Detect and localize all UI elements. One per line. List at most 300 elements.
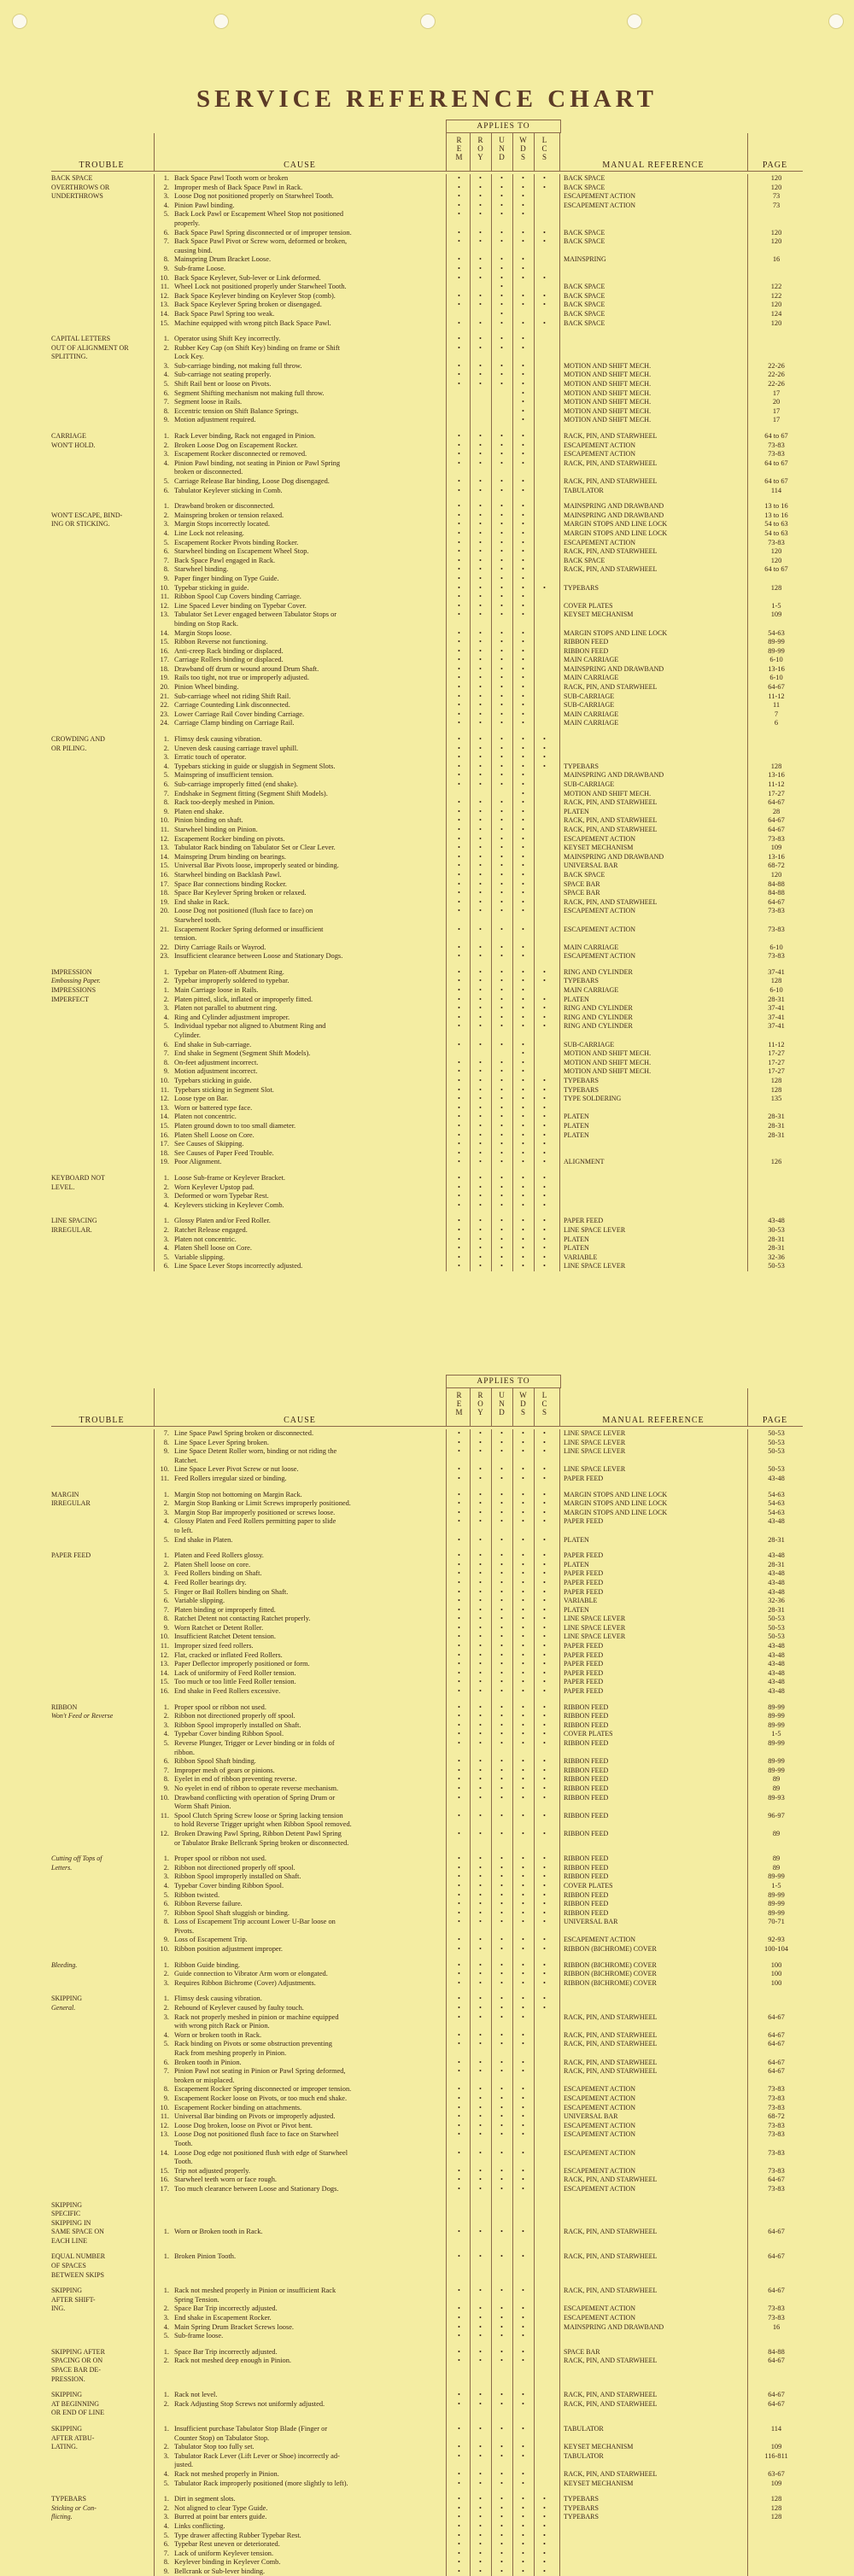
applies-mark: • <box>522 753 524 762</box>
cause-number: 13. <box>160 844 169 852</box>
applies-mark: • <box>522 529 524 537</box>
cause-number: 5. <box>163 1739 169 1747</box>
applies-mark: • <box>543 1908 546 1917</box>
applies-mark: • <box>500 656 503 664</box>
applies-mark: • <box>458 1712 460 1720</box>
applies-mark: • <box>543 273 546 282</box>
trouble-cell: IMPRESSION <box>51 967 92 976</box>
table-row <box>51 2532 803 2541</box>
applies-mark: • <box>500 1535 503 1544</box>
page-cell: 17 <box>772 406 781 415</box>
applies-mark: • <box>500 2176 503 2184</box>
applies-mark: • <box>543 2503 546 2512</box>
trouble-cell: PAPER FEED <box>51 1551 91 1560</box>
applies-mark: • <box>479 1890 482 1899</box>
model-column-label: W D S <box>519 136 527 161</box>
applies-mark: • <box>500 502 503 511</box>
applies-mark: • <box>522 798 524 807</box>
page-cell: 13 to 16 <box>764 511 788 519</box>
header-rule <box>51 171 803 172</box>
applies-mark: • <box>543 1739 546 1747</box>
applies-mark: • <box>479 511 482 519</box>
cause-number: 4. <box>163 529 169 537</box>
cause-cell: Ribbon not directioned properly off spool. <box>174 1712 295 1720</box>
table-row <box>51 1936 803 1945</box>
applies-mark: • <box>479 318 482 327</box>
manual-reference-cell: ESCAPEMENT ACTION <box>564 441 636 449</box>
binder-hole <box>420 14 436 29</box>
table-row <box>51 1891 803 1901</box>
applies-mark: • <box>500 1605 503 1614</box>
manual-reference-cell: TYPEBARS <box>564 2495 599 2503</box>
section-gap <box>51 2488 803 2495</box>
applies-mark: • <box>522 1829 524 1837</box>
applies-mark: • <box>522 1615 524 1623</box>
applies-mark: • <box>479 807 482 815</box>
applies-mark: • <box>500 1775 503 1784</box>
cause-cell: Cylinder. <box>174 1031 201 1040</box>
applies-mark: • <box>522 1447 524 1456</box>
cause-number: 18. <box>160 1148 169 1157</box>
manual-reference-cell: RIBBON FEED <box>564 638 609 646</box>
applies-mark: • <box>479 291 482 300</box>
page-cell: 100-104 <box>764 1945 788 1954</box>
table-row <box>51 977 803 986</box>
cause-cell: Ribbon Spool Shaft binding. <box>174 1757 256 1766</box>
manual-reference-cell: TYPE SOLDERING <box>564 1095 622 1103</box>
applies-mark: • <box>479 1650 482 1659</box>
applies-mark: • <box>543 291 546 300</box>
applies-mark: • <box>522 2469 524 2478</box>
applies-mark: • <box>479 1712 482 1720</box>
table-row <box>51 1839 803 1849</box>
table-row <box>51 735 803 745</box>
applies-mark: • <box>500 1225 503 1234</box>
page-cell: 64-67 <box>768 2176 785 2184</box>
trouble-cell: AFTER SHIFT- <box>51 2295 96 2304</box>
cause-cell: Too much clearance between Loose and Stationary Dogs. <box>174 2184 339 2193</box>
manual-reference-cell: MARGIN STOPS AND LINE LOCK <box>564 1490 668 1498</box>
applies-mark: • <box>479 1829 482 1837</box>
applies-mark: • <box>522 1960 524 1969</box>
trouble-cell: CARRIAGE <box>51 432 86 441</box>
cause-cell: Erratic touch of operator. <box>174 753 247 762</box>
table-row <box>51 2375 803 2385</box>
page-cell: 28-31 <box>768 1121 785 1130</box>
applies-mark: • <box>458 1597 460 1605</box>
cause-number: 11. <box>160 1085 169 1094</box>
cause-number: 3. <box>163 1192 169 1200</box>
applies-mark: • <box>479 1235 482 1243</box>
applies-mark: • <box>522 1085 524 1094</box>
applies-mark: • <box>500 1678 503 1686</box>
applies-mark: • <box>522 744 524 752</box>
cause-cell: Ribbon twisted. <box>174 1890 220 1899</box>
applies-mark: • <box>500 361 503 370</box>
cause-cell: Loose Sub-frame or Keylever Bracket. <box>174 1173 285 1182</box>
applies-mark: • <box>479 2558 482 2567</box>
cause-number: 2. <box>163 2399 169 2408</box>
applies-mark: • <box>522 343 524 352</box>
manual-reference-cell: PLATEN <box>564 995 589 1003</box>
applies-mark: • <box>458 1978 460 1987</box>
manual-reference-cell: RACK, PIN, AND STARWHEEL <box>564 459 658 467</box>
column-divider <box>491 1429 492 2576</box>
applies-mark: • <box>479 1872 482 1881</box>
applies-mark: • <box>500 780 503 788</box>
page-cell: 43-48 <box>768 1660 785 1668</box>
cause-cell: Escapement Rocker binding on pivots. <box>174 834 285 843</box>
applies-mark: • <box>543 1121 546 1130</box>
trouble-cell: OUT OF ALIGNMENT OR <box>51 343 129 352</box>
cause-number: 3. <box>163 450 169 459</box>
page-cell: 6 <box>774 719 779 727</box>
manual-reference-cell: RIBBON FEED <box>564 1872 609 1881</box>
page-cell: 6-10 <box>769 674 783 682</box>
applies-mark: • <box>500 1447 503 1456</box>
manual-reference-cell: BACK SPACE <box>564 556 605 564</box>
applies-mark: • <box>500 870 503 879</box>
chart-section-1 <box>51 120 803 1271</box>
table-row <box>51 2067 803 2077</box>
applies-mark: • <box>522 1058 524 1066</box>
cause-cell: Tabulator Rack improperly positioned (more slightly to left). <box>174 2479 348 2487</box>
applies-mark: • <box>479 1200 482 1209</box>
applies-mark: • <box>522 2531 524 2539</box>
applies-mark: • <box>500 2503 503 2512</box>
applies-mark: • <box>500 538 503 546</box>
cause-cell: Deformed or worn Typebar Rest. <box>174 1192 269 1200</box>
table-row <box>51 656 803 665</box>
table-row <box>51 1979 803 1989</box>
cause-number: 14. <box>160 852 169 861</box>
applies-mark: • <box>500 664 503 673</box>
cause-number: 5. <box>163 380 169 388</box>
table-row <box>51 2443 803 2452</box>
cause-cell: End shake in Segment (Segment Shift Models). <box>174 1049 311 1058</box>
page-cell: 64-67 <box>768 2252 785 2261</box>
manual-reference-cell: RIBBON FEED <box>564 1908 609 1917</box>
cause-cell: Universal Bar Pivots loose, improperly seated or binding. <box>174 862 339 870</box>
applies-mark: • <box>479 744 482 752</box>
table-row <box>51 853 803 862</box>
page-cell: 126 <box>770 1158 782 1166</box>
table-row <box>51 2013 803 2023</box>
cause-cell: Tabulator Rack Lever (Lift Lever or Shoe) incorrectly ad- <box>174 2451 340 2460</box>
page-cell: 30-53 <box>768 1225 785 1234</box>
applies-mark: • <box>479 2228 482 2236</box>
manual-reference-cell: BACK SPACE <box>564 283 605 291</box>
applies-mark: • <box>479 1881 482 1890</box>
cause-number: 11. <box>160 2112 169 2121</box>
trouble-cell: BACK SPACE <box>51 174 93 182</box>
page-cell: 73-83 <box>768 2304 785 2313</box>
applies-mark: • <box>458 798 460 807</box>
trouble-cell: ING OR STICKING. <box>51 520 110 529</box>
applies-mark: • <box>500 441 503 449</box>
cause-cell: Typebars sticking in Segment Slot. <box>174 1085 274 1094</box>
applies-mark: • <box>479 565 482 574</box>
applies-mark: • <box>543 1775 546 1784</box>
cause-cell: Improper mesh of gears or pinions. <box>174 1766 275 1774</box>
applies-mark: • <box>543 967 546 976</box>
manual-reference-cell: RIBBON FEED <box>564 1855 609 1863</box>
manual-reference-cell: TYPEBARS <box>564 977 599 985</box>
cause-number: 5. <box>163 210 169 219</box>
cause-cell: Worn or battered type face. <box>174 1103 253 1112</box>
applies-mark: • <box>479 710 482 718</box>
table-row <box>51 1457 803 1466</box>
applies-mark: • <box>458 889 460 897</box>
applies-mark: • <box>458 1945 460 1954</box>
applies-mark: • <box>500 1551 503 1560</box>
applies-mark: • <box>458 593 460 601</box>
cause-cell: Typebars sticking in guide. <box>174 1077 252 1084</box>
manual-reference-cell: MAIN CARRIAGE <box>564 656 619 664</box>
applies-mark: • <box>522 1173 524 1182</box>
applies-mark: • <box>479 174 482 182</box>
manual-reference-cell: RACK, PIN, AND STARWHEEL <box>564 798 658 807</box>
applies-mark: • <box>522 2103 524 2112</box>
table-row <box>51 996 803 1005</box>
manual-reference-cell: SUB-CARRIAGE <box>564 692 615 700</box>
applies-mark: • <box>500 511 503 519</box>
applies-mark: • <box>458 1739 460 1747</box>
applies-mark: • <box>458 2121 460 2129</box>
page-cell: 64 to 67 <box>764 565 788 574</box>
cause-cell: Feed Rollers binding on Shaft. <box>174 1569 262 1578</box>
applies-mark: • <box>500 2058 503 2066</box>
section-gap <box>51 2384 803 2391</box>
applies-mark: • <box>522 1872 524 1881</box>
applies-mark: • <box>500 2479 503 2487</box>
table-row <box>51 1597 803 1606</box>
cause-number: 11. <box>160 1642 169 1650</box>
cause-cell: Ribbon Spool improperly installed on Shaft. <box>174 1872 301 1881</box>
cause-number: 9. <box>163 1067 169 1076</box>
cause-cell: Ratchet Release engaged. <box>174 1225 248 1234</box>
applies-mark: • <box>500 1113 503 1121</box>
manual-reference-cell: MOTION AND SHIFT MECH. <box>564 1049 652 1058</box>
cause-cell: Paper Deflector improperly positioned or form. <box>174 1660 310 1668</box>
column-divider <box>559 1388 560 1426</box>
applies-mark: • <box>500 879 503 888</box>
page-cell: 120 <box>770 556 782 564</box>
section-gap <box>51 1210 803 1217</box>
cause-number: 16. <box>160 2176 169 2184</box>
applies-mark: • <box>458 1173 460 1182</box>
cause-number: 10. <box>160 2103 169 2112</box>
applies-mark: • <box>479 1551 482 1560</box>
manual-reference-cell: ESCAPEMENT ACTION <box>564 538 636 546</box>
applies-mark: • <box>479 1945 482 1954</box>
page-cell: 17-27 <box>768 1049 785 1058</box>
applies-mark: • <box>543 1918 546 1926</box>
page-column-header: PAGE <box>762 1416 788 1425</box>
applies-mark: • <box>522 1535 524 1544</box>
cause-number: 11. <box>160 593 169 601</box>
table-row <box>51 184 803 193</box>
applies-mark: • <box>500 1121 503 1130</box>
manual-reference-cell: RACK, PIN, AND STARWHEEL <box>564 816 658 825</box>
cause-number: 2. <box>163 1970 169 1978</box>
cause-number: 4. <box>163 2030 169 2039</box>
table-row <box>51 2049 803 2059</box>
applies-mark: • <box>522 2451 524 2460</box>
table-row <box>51 2022 803 2031</box>
applies-mark: • <box>458 807 460 815</box>
table-row <box>51 389 803 399</box>
applies-mark: • <box>522 701 524 710</box>
applies-mark: • <box>500 2121 503 2129</box>
applies-mark: • <box>500 2314 503 2322</box>
applies-mark: • <box>458 2103 460 2112</box>
table-row <box>51 292 803 301</box>
applies-mark: • <box>479 1605 482 1614</box>
page-cell: 13-16 <box>768 771 785 780</box>
cause-cell: Carriage Rollers binding or displaced. <box>174 656 284 664</box>
applies-mark: • <box>479 335 482 343</box>
applies-mark: • <box>522 1474 524 1482</box>
applies-mark: • <box>543 1970 546 1978</box>
applies-mark: • <box>500 1890 503 1899</box>
table-row <box>51 1900 803 1909</box>
cause-cell: Worn Ratchet or Detent Roller. <box>174 1623 264 1632</box>
cause-cell: Machine equipped with wrong pitch Back Space Pawl. <box>174 318 331 327</box>
table-row <box>51 511 803 521</box>
applies-mark: • <box>500 897 503 906</box>
applies-mark: • <box>458 1642 460 1650</box>
page-cell: 64-67 <box>768 2357 785 2365</box>
applies-mark: • <box>522 1978 524 1987</box>
applies-mark: • <box>458 977 460 985</box>
applies-mark: • <box>458 2357 460 2365</box>
applies-mark: • <box>458 237 460 246</box>
page-cell: 50-53 <box>768 1438 785 1446</box>
applies-mark: • <box>500 1077 503 1084</box>
cause-cell: Mainspring broken or tension relaxed. <box>174 511 284 519</box>
applies-mark: • <box>543 2567 546 2575</box>
table-row <box>51 620 803 629</box>
cause-number: 17. <box>160 2184 169 2193</box>
manual-reference-cell: MAIN CARRIAGE <box>564 986 619 995</box>
applies-mark: • <box>522 1712 524 1720</box>
cause-cell: Pinion Pawl not seating in Pinion or Pawl Spring deformed, <box>174 2067 346 2076</box>
page-cell: 43-48 <box>768 1642 785 1650</box>
cause-cell: Tabulator Keylever sticking in Comb. <box>174 486 283 494</box>
applies-mark: • <box>458 2469 460 2478</box>
cause-number: 6. <box>163 1757 169 1766</box>
manual-reference-cell: SPACE BAR <box>564 889 600 897</box>
cause-cell: Loose Dog not positioned (flush face to face) on <box>174 907 313 915</box>
applies-mark: • <box>543 228 546 237</box>
manual-reference-cell: MAINSPRING AND DRAWBAND <box>564 771 664 780</box>
cause-cell: Main Spring Drum Bracket Screws loose. <box>174 2322 295 2331</box>
page-cell: 124 <box>770 309 782 318</box>
applies-mark: • <box>522 2304 524 2313</box>
manual-reference-cell: RACK, PIN, AND STARWHEEL <box>564 2399 658 2408</box>
page-cell: 122 <box>770 283 782 291</box>
manual-reference-cell: RIBBON FEED <box>564 1890 609 1899</box>
page-cell: 89-99 <box>768 638 785 646</box>
applies-mark: • <box>458 2287 460 2295</box>
trouble-cell: SPLITTING. <box>51 353 88 361</box>
applies-mark: • <box>522 486 524 494</box>
applies-mark: • <box>543 1687 546 1696</box>
applies-mark: • <box>479 459 482 467</box>
manual-reference-cell: MOTION AND SHIFT MECH. <box>564 361 652 370</box>
applies-mark: • <box>522 664 524 673</box>
applies-mark: • <box>500 183 503 191</box>
manual-reference-cell: RACK, PIN, AND STARWHEEL <box>564 2176 658 2184</box>
table-row <box>51 2185 803 2194</box>
table-row <box>51 2452 803 2462</box>
applies-mark: • <box>458 610 460 619</box>
cause-number: 3. <box>163 753 169 762</box>
table-row <box>51 1113 803 1122</box>
cause-number: 12. <box>160 834 169 843</box>
cause-number: 16. <box>160 1130 169 1139</box>
manual-reference-cell: ESCAPEMENT ACTION <box>564 2166 636 2175</box>
applies-mark: • <box>500 2451 503 2460</box>
trouble-cell: SKIPPING <box>51 2424 83 2433</box>
applies-mark: • <box>500 862 503 870</box>
cause-cell: to hold Reverse Trigger upright when Ribbon Spool removed. <box>174 1820 352 1829</box>
applies-mark: • <box>458 1040 460 1049</box>
table-row <box>51 407 803 417</box>
cause-number: 13. <box>160 610 169 619</box>
applies-mark: • <box>543 1597 546 1605</box>
applies-mark: • <box>522 735 524 744</box>
cause-number: 22. <box>160 943 169 951</box>
table-row <box>51 274 803 283</box>
applies-mark: • <box>500 1465 503 1474</box>
applies-mark: • <box>458 1217 460 1225</box>
table-row <box>51 362 803 371</box>
table-row <box>51 192 803 202</box>
applies-mark: • <box>458 1465 460 1474</box>
applies-mark: • <box>522 1623 524 1632</box>
applies-mark: • <box>458 2513 460 2521</box>
page-cell: 89 <box>772 1784 781 1792</box>
applies-mark: • <box>479 2451 482 2460</box>
cause-cell: Proper spool or ribbon not used. <box>174 1703 266 1711</box>
applies-mark: • <box>500 1668 503 1677</box>
page-cell: 32-36 <box>768 1253 785 1261</box>
cause-cell: Ribbon Reverse failure. <box>174 1900 243 1908</box>
applies-mark: • <box>479 1578 482 1586</box>
applies-mark: • <box>479 753 482 762</box>
cause-number: 13. <box>160 2130 169 2139</box>
table-row <box>51 450 803 459</box>
applies-mark: • <box>479 1936 482 1944</box>
column-divider <box>491 174 492 1271</box>
applies-mark: • <box>500 1995 503 2003</box>
applies-mark: • <box>479 228 482 237</box>
applies-mark: • <box>500 2304 503 2313</box>
cause-cell: Spring Tension. <box>174 2295 219 2304</box>
page-cell: 63-67 <box>768 2469 785 2478</box>
applies-mark: • <box>479 907 482 915</box>
applies-mark: • <box>479 486 482 494</box>
applies-mark: • <box>458 1429 460 1437</box>
applies-mark: • <box>458 1095 460 1103</box>
applies-mark: • <box>500 565 503 574</box>
applies-mark: • <box>543 1578 546 1586</box>
applies-mark: • <box>522 1793 524 1802</box>
section-gap <box>51 425 803 432</box>
cause-number: 2. <box>163 977 169 985</box>
